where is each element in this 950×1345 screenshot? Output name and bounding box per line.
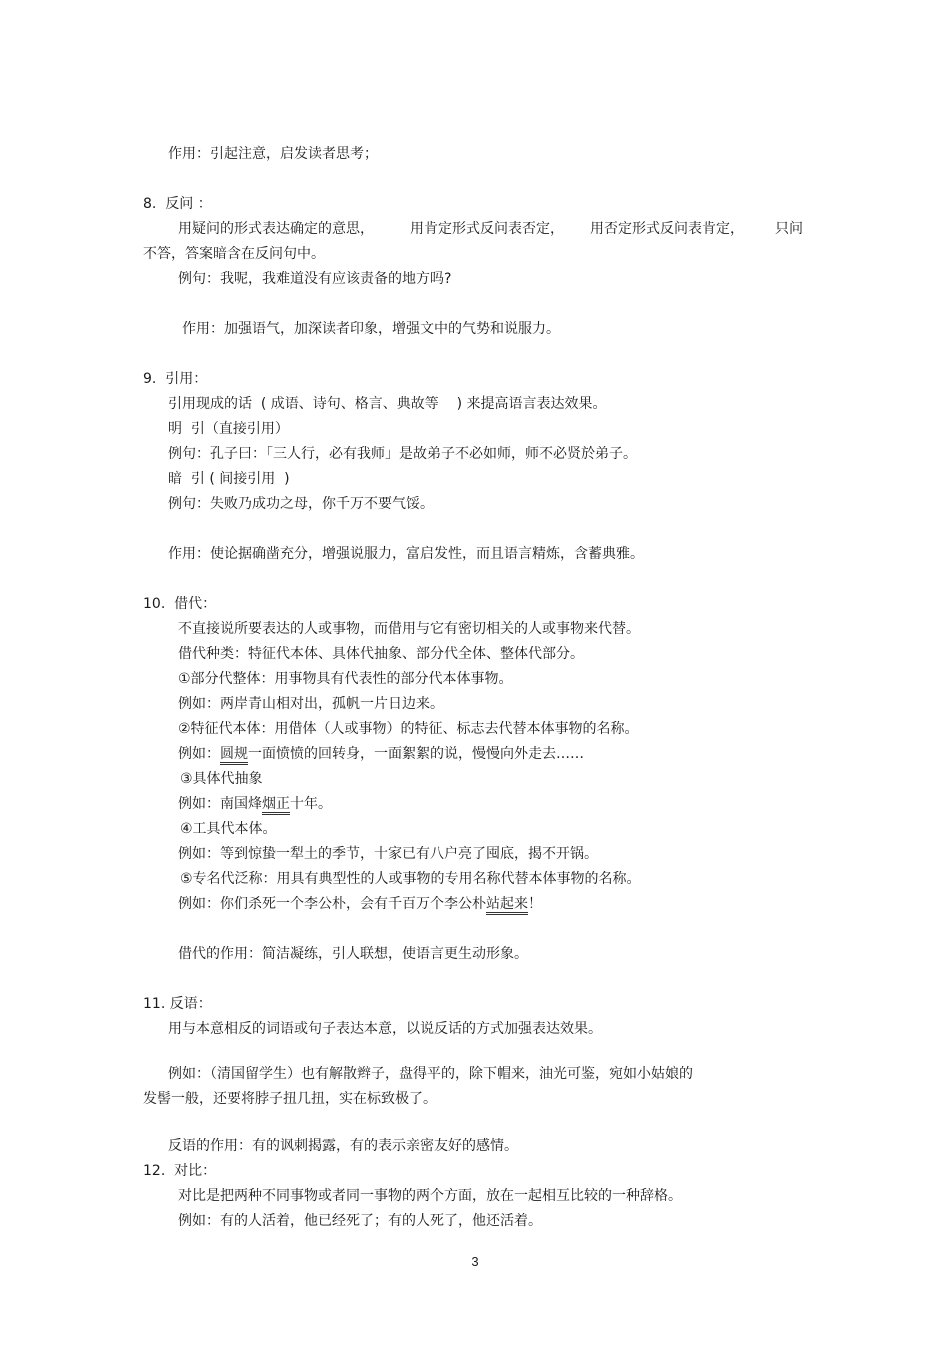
section-heading-quotation: 9. 引用： — [143, 371, 208, 387]
text-line: 用否定形式反问表肯定， — [590, 221, 744, 237]
example-line — [178, 745, 584, 763]
example-line: 例如：两岸青山相对出，孤帆一片日边来。 — [178, 696, 444, 712]
section-heading-rhetorical-question: 8. 反问 ： — [143, 196, 212, 212]
text-line: ①部分代整体：用事物具有代表性的部分代本体事物。 — [178, 671, 513, 687]
example-text: 十年。 — [290, 796, 332, 812]
example-line: 例如：等到惊蛰一犁土的季节，十家已有八户亮了囤底，揭不开锅。 — [178, 846, 598, 862]
text-line: 用疑问的形式表达确定的意思， — [178, 221, 374, 237]
text-line: 明 引（直接引用） — [168, 421, 289, 437]
underlined-term: 烟正 — [262, 796, 290, 815]
text-line: ③具体代抽象 — [180, 771, 263, 787]
example-text: 一面愤愤的回转身，一面絮絮的说，慢慢向外走去…… — [248, 746, 584, 762]
text-line: 作用：引起注意，启发读者思考； — [168, 146, 378, 162]
example-prefix: 例如： — [178, 746, 220, 762]
example-line: 例如：（清国留学生）也有解散辫子，盘得平的，除下帽来，油光可鉴，宛如小姑娘的 — [168, 1066, 693, 1082]
page-number: 3 — [471, 1254, 479, 1269]
text-line: ④工具代本体。 — [180, 821, 277, 837]
text-line: 不答，答案暗含在反问句中。 — [143, 246, 325, 262]
example-line: 例句：孔子曰：「三人行，必有我师」是故弟子不必如师，师不必贤於弟子。 — [168, 446, 637, 462]
example-line: 例句：我呢，我难道没有应该责备的地方吗? — [178, 271, 452, 287]
example-text: 例如：南国烽 — [178, 796, 262, 812]
text-line: ⑤专名代泛称：用具有典型性的人或事物的专用名称代替本体事物的名称。 — [180, 871, 641, 887]
example-text: 例如：你们杀死一个李公朴，会有千百万个李公朴 — [178, 896, 486, 912]
text-line: 作用：加强语气，加深读者印象，增强文中的气势和说服力。 — [182, 321, 560, 337]
text-line: 不直接说所要表达的人或事物，而借用与它有密切相关的人或事物来代替。 — [178, 621, 640, 637]
text-line: 作用：使论据确凿充分，增强说服力，富启发性，而且语言精炼，含蓄典雅。 — [168, 546, 644, 562]
text-line: 暗 引 ( 间接引用 ) — [168, 471, 290, 487]
text-line: 反语的作用：有的讽刺揭露，有的表示亲密友好的感情。 — [168, 1138, 518, 1154]
underlined-term: 圆规 — [220, 746, 248, 765]
section-heading-irony: 11. 反语： — [143, 996, 212, 1012]
text-line: 借代种类：特征代本体、具体代抽象、部分代全体、整体代部分。 — [178, 646, 584, 662]
text-line: 对比是把两种不同事物或者同一事物的两个方面，放在一起相互比较的一种辞格。 — [178, 1188, 682, 1204]
example-line: 例句：失败乃成功之母，你千万不要气馁。 — [168, 496, 434, 512]
text-line: 引用现成的话 ( 成语、诗句、格言、典故等 ) 来提高语言表达效果。 — [168, 396, 607, 412]
text-line: ②特征代本体：用借体（人或事物）的特征、标志去代替本体事物的名称。 — [178, 721, 639, 737]
underlined-term: 站起来 — [486, 896, 528, 915]
text-line: 借代的作用：简洁凝练，引人联想，使语言更生动形象。 — [178, 946, 528, 962]
text-line: 用与本意相反的词语或句子表达本意，以说反话的方式加强表达效果。 — [168, 1021, 602, 1037]
text-line: 只问 — [775, 221, 803, 237]
example-line: 例如：有的人活着，他已经死了；有的人死了，他还活着。 — [178, 1213, 542, 1229]
example-line: 发髻一般，还要将脖子扭几扭，实在标致极了。 — [143, 1091, 437, 1107]
section-heading-contrast: 12. 对比： — [143, 1163, 217, 1179]
example-line — [178, 895, 542, 913]
section-heading-metonymy: 10. 借代： — [143, 596, 217, 612]
example-line — [178, 795, 332, 813]
example-text: ！ — [528, 896, 542, 912]
text-line: 用肯定形式反问表否定， — [410, 221, 564, 237]
